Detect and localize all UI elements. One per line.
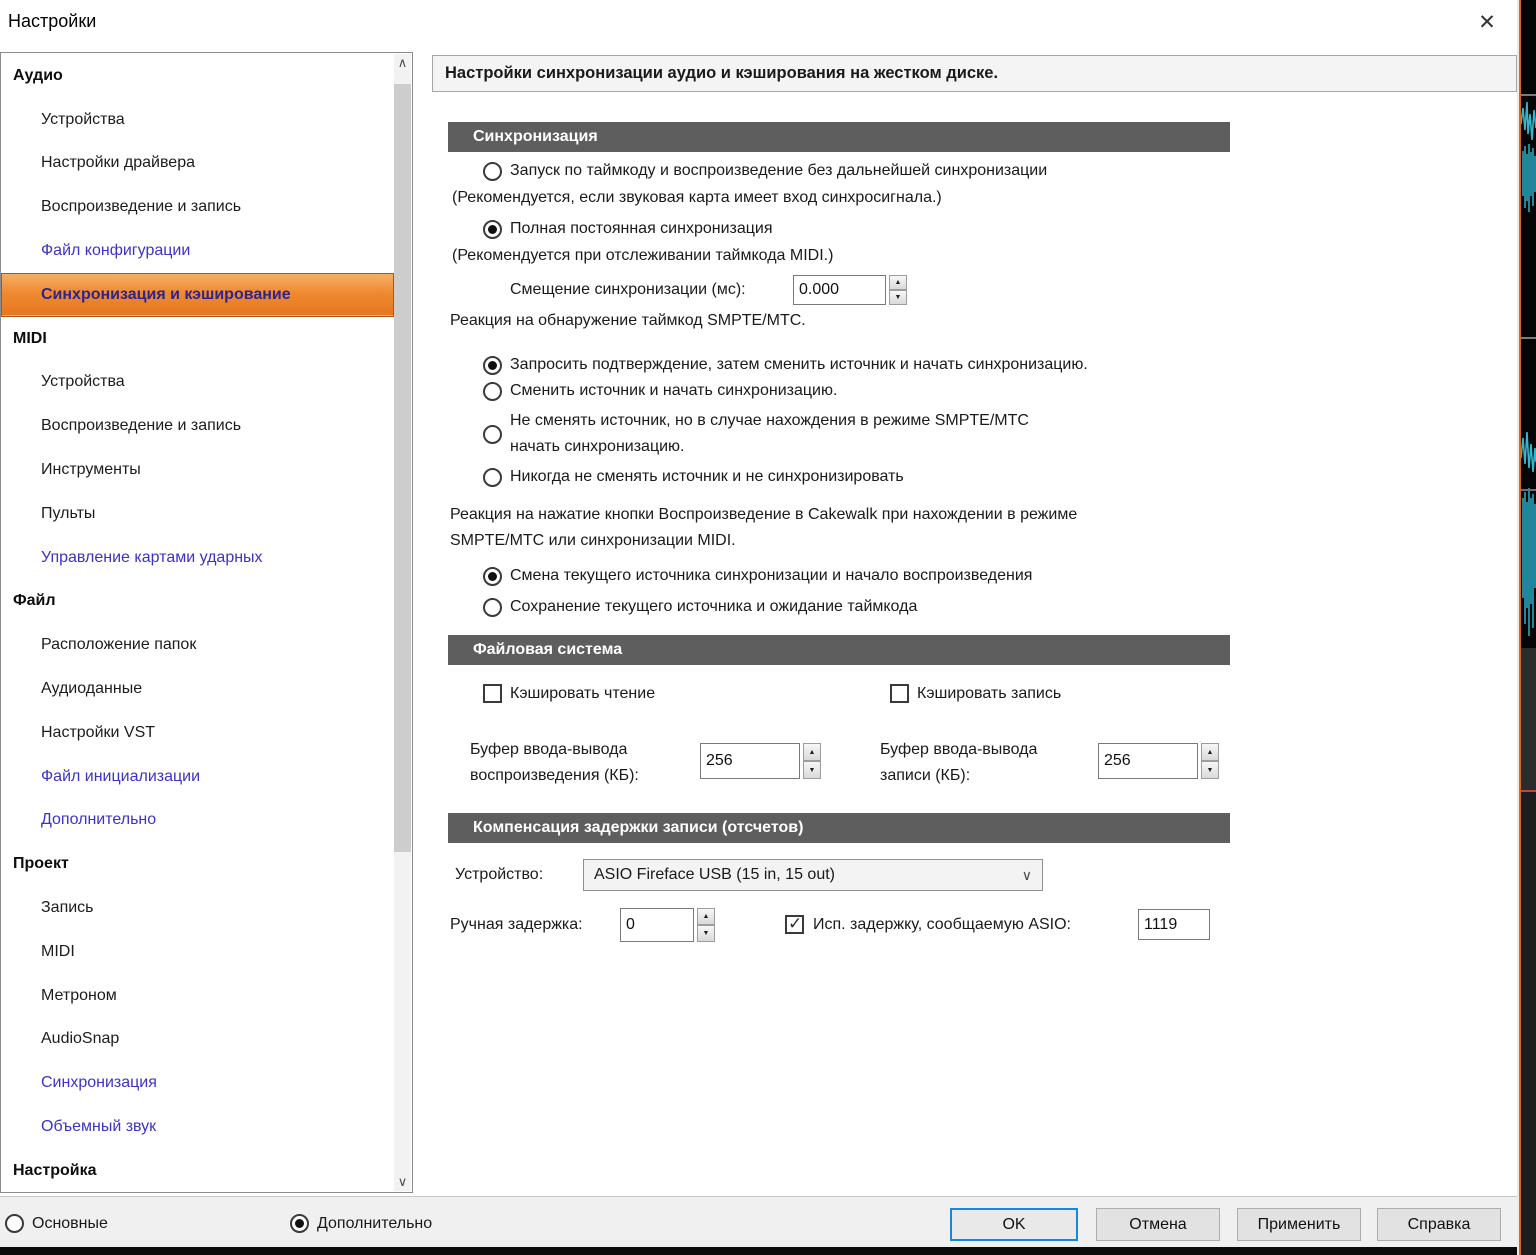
sidebar-item-23[interactable]: Синхронизация: [41, 1074, 157, 1092]
sync-offset-row: [432, 274, 1517, 308]
section-header-latency: Компенсация задержки записи (отсчетов): [448, 813, 1230, 843]
sidebar-item-1[interactable]: Устройства: [41, 110, 125, 128]
sidebar-item-18[interactable]: Проект: [13, 855, 69, 873]
sidebar-item-22[interactable]: AudioSnap: [41, 1030, 120, 1048]
radio-icon[interactable]: [483, 468, 502, 487]
sidebar-item-12[interactable]: Файл: [13, 592, 56, 610]
screen-bottom-edge: [0, 1247, 1517, 1255]
sidebar-item-19[interactable]: Запись: [41, 899, 94, 917]
device-row: [432, 859, 1517, 891]
dialog-footer: [0, 1196, 1517, 1247]
mode-advanced-radio[interactable]: [290, 1214, 432, 1233]
record-buffer-label: Буфер ввода-вывода записи (КБ):: [880, 741, 1038, 784]
record-buffer-input[interactable]: [1098, 743, 1198, 779]
window-title: Настройки: [8, 11, 97, 31]
sidebar-item-14[interactable]: Аудиоданные: [41, 680, 143, 698]
play-buffer-input[interactable]: [700, 743, 800, 779]
sidebar-list: [1, 54, 394, 1191]
radio-icon[interactable]: [483, 356, 502, 375]
record-buffer-spinner[interactable]: [1201, 743, 1219, 779]
cache-write-checkbox[interactable]: [890, 684, 909, 703]
sidebar-item-3[interactable]: Воспроизведение и запись: [41, 198, 242, 216]
titlebar: [0, 0, 1517, 52]
asio-delay-input[interactable]: [1138, 909, 1210, 940]
mode-advanced-label: Дополнительно: [317, 1214, 433, 1232]
radio-full-sync[interactable]: [432, 216, 1517, 242]
sync-offset-spinner[interactable]: [889, 275, 907, 305]
apply-button[interactable]: Применить: [1237, 1208, 1361, 1241]
spin-up-icon[interactable]: ▲: [803, 743, 821, 761]
radio-smpte-never[interactable]: [432, 464, 1517, 490]
play-heading: Реакция на нажатие кнопки Воспроизведение в Cakewalk при нахождении в режиме SMPTE/MTC или синхронизации MIDI.: [450, 506, 1078, 549]
radio-icon[interactable]: [290, 1214, 309, 1233]
daw-panel: [1521, 792, 1536, 1255]
radio-start-timecode[interactable]: [432, 158, 1517, 184]
waveform-icon: [1521, 96, 1536, 216]
device-label: Устройство:: [455, 866, 544, 883]
cache-row: [432, 680, 1517, 708]
sidebar-item-20[interactable]: MIDI: [41, 942, 75, 960]
help-button[interactable]: Справка: [1377, 1208, 1501, 1241]
settings-nav-sidebar: [0, 52, 413, 1193]
play-buffer-label: Буфер ввода-вывода воспроизведения (КБ):: [470, 741, 639, 784]
waveform-icon: [1521, 428, 1536, 644]
close-icon[interactable]: ✕: [1478, 10, 1496, 34]
radio-label: Запуск по таймкоду и воспроизведение без дальнейшей синхронизации: [510, 162, 1048, 179]
radio-note: (Рекомендуется, если звуковая карта имеет вход синхросигнала.): [452, 189, 942, 206]
radio-smpte-keep[interactable]: [432, 408, 1517, 460]
chevron-down-icon: ∨: [1021, 866, 1032, 883]
radio-label: Никогда не сменять источник и не синхронизировать: [510, 468, 904, 485]
sidebar-item-21[interactable]: Метроном: [41, 986, 117, 1004]
sidebar-item-7[interactable]: Устройства: [41, 373, 125, 391]
radio-label: Сменить источник и начать синхронизацию.: [510, 382, 838, 399]
sidebar-item-5[interactable]: Синхронизация и кэширование: [1, 273, 394, 317]
ok-button[interactable]: OK: [950, 1208, 1078, 1241]
use-asio-label: Исп. задержку, сообщаемую ASIO:: [813, 916, 1071, 933]
sync-offset-input[interactable]: [793, 275, 886, 305]
background-daw-strip: [1517, 0, 1536, 1255]
settings-page: [432, 55, 1517, 942]
device-value: ASIO Fireface USB (15 in, 15 out): [594, 866, 835, 883]
sidebar-item-13[interactable]: Расположение папок: [41, 636, 197, 654]
spin-down-icon[interactable]: ▼: [803, 761, 821, 779]
sidebar-item-0[interactable]: Аудио: [13, 66, 63, 84]
scroll-up-icon[interactable]: ∧: [397, 55, 408, 70]
cache-read-checkbox[interactable]: [483, 684, 502, 703]
sidebar-item-24[interactable]: Объемный звук: [41, 1118, 157, 1136]
radio-label: Запросить подтверждение, затем сменить источник и начать синхронизацию.: [510, 356, 1088, 373]
radio-icon[interactable]: [483, 162, 502, 181]
sidebar-item-4[interactable]: Файл конфигурации: [41, 242, 191, 260]
smpte-heading: Реакция на обнаружение таймкод SMPTE/MTC.: [450, 312, 806, 329]
sync-offset-label: Смещение синхронизации (мс):: [510, 281, 746, 298]
manual-delay-spinner[interactable]: [697, 908, 715, 942]
radio-icon[interactable]: [483, 220, 502, 239]
cancel-button[interactable]: Отмена: [1096, 1208, 1220, 1241]
section-header-filesystem: Файловая система: [448, 635, 1230, 665]
sidebar-item-11[interactable]: Управление картами ударных: [41, 548, 263, 566]
sidebar-item-6[interactable]: MIDI: [13, 329, 47, 347]
page-title: Настройки синхронизации аудио и кэширования на жестком диске.: [432, 55, 1517, 92]
radio-smpte-switch[interactable]: [432, 378, 1517, 404]
manual-delay-row: [432, 908, 1517, 942]
buffer-row: [432, 737, 1517, 785]
cache-read-label: Кэшировать чтение: [510, 685, 656, 702]
manual-delay-input[interactable]: [620, 908, 694, 942]
mode-basic-radio[interactable]: [5, 1214, 108, 1233]
spin-down-icon[interactable]: ▼: [889, 290, 907, 305]
sidebar-item-2[interactable]: Настройки драйвера: [41, 154, 195, 172]
spin-up-icon[interactable]: ▲: [697, 908, 715, 925]
radio-note: (Рекомендуется при отслеживании таймкода MIDI.): [452, 247, 834, 264]
sidebar-item-9[interactable]: Инструменты: [41, 461, 141, 479]
radio-label: Смена текущего источника синхронизации и начало воспроизведения: [510, 567, 1033, 584]
radio-play-switch[interactable]: [432, 562, 1517, 590]
radio-label: Сохранение текущего источника и ожидание таймкода: [510, 598, 918, 615]
sidebar-item-25[interactable]: Настройка: [13, 1161, 97, 1179]
radio-icon[interactable]: [483, 598, 502, 617]
sidebar-item-16[interactable]: Файл инициализации: [41, 767, 201, 785]
mode-basic-label: Основные: [32, 1214, 108, 1232]
sidebar-item-15[interactable]: Настройки VST: [41, 723, 156, 741]
radio-label: Не сменять источник, но в случае нахождения в режиме SMPTE/MTC начать синхронизацию.: [510, 412, 1029, 455]
spin-up-icon[interactable]: ▲: [1201, 743, 1219, 761]
play-buffer-spinner[interactable]: [803, 743, 821, 779]
radio-smpte-ask[interactable]: [432, 352, 1517, 378]
spin-up-icon[interactable]: ▲: [889, 275, 907, 290]
sidebar-item-17[interactable]: Дополнительно: [41, 811, 157, 829]
radio-icon[interactable]: [483, 425, 502, 444]
sidebar-item-10[interactable]: Пульты: [41, 504, 96, 522]
spin-down-icon[interactable]: ▼: [1201, 761, 1219, 779]
device-dropdown[interactable]: [583, 859, 1043, 891]
radio-icon[interactable]: [5, 1214, 24, 1233]
section-header-sync: Синхронизация: [448, 122, 1230, 152]
scrollbar-thumb[interactable]: [394, 84, 411, 852]
cache-write-label: Кэшировать запись: [917, 685, 1062, 702]
spin-down-icon[interactable]: ▼: [697, 925, 715, 942]
sidebar-item-8[interactable]: Воспроизведение и запись: [41, 417, 242, 435]
radio-play-keep[interactable]: [432, 593, 1517, 621]
radio-label: Полная постоянная синхронизация: [510, 220, 773, 237]
manual-delay-label: Ручная задержка:: [450, 916, 583, 933]
sidebar-scrollbar[interactable]: [394, 54, 411, 1191]
use-asio-checkbox[interactable]: [785, 915, 804, 934]
scroll-down-icon[interactable]: ∨: [397, 1174, 408, 1189]
radio-icon[interactable]: [483, 382, 502, 401]
daw-panel: [1521, 648, 1536, 790]
radio-icon[interactable]: [483, 567, 502, 586]
track-separator: [1521, 337, 1536, 339]
